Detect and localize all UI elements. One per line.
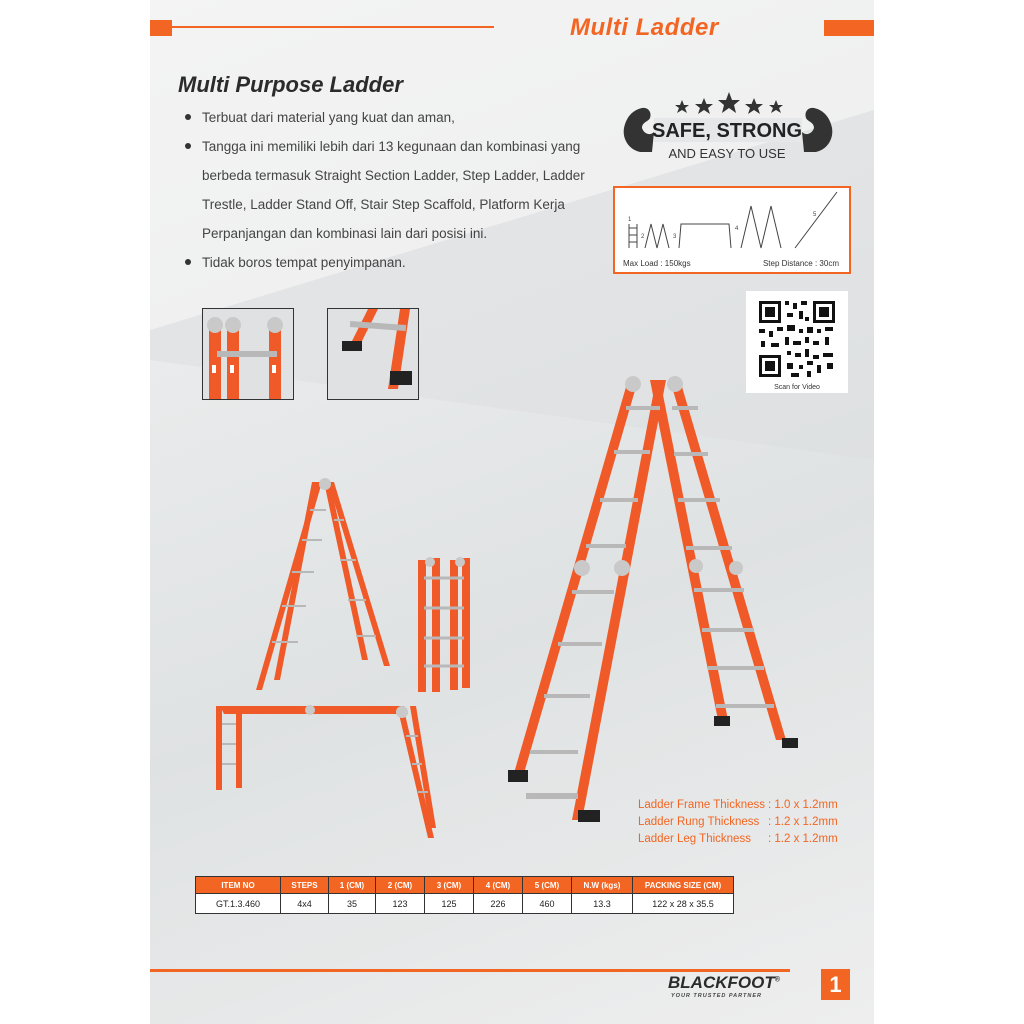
table-cell: 460 <box>523 894 572 914</box>
badge-title: SAFE, STRONG <box>652 120 803 142</box>
thickness-specs <box>638 797 838 848</box>
header-title: Multi Ladder <box>570 14 719 41</box>
configuration-diagram <box>613 186 851 274</box>
spec-row <box>638 831 838 848</box>
table-header: 1 (CM) <box>329 877 376 894</box>
footer-rule <box>150 969 790 972</box>
scaffold-ladder <box>216 705 436 838</box>
star-icon <box>675 92 783 114</box>
step-distance: Step Distance : 30cm <box>762 259 839 268</box>
max-load: Max Load : 150kgs <box>623 259 691 268</box>
flexed-arm-icon <box>802 108 832 152</box>
feature-list <box>185 103 605 277</box>
flexed-arm-icon <box>624 108 654 152</box>
table-header: 3 (CM) <box>425 877 474 894</box>
brand-logo: BLACKFOOT® <box>668 973 780 992</box>
table-header: 2 (CM) <box>376 877 425 894</box>
feature-item: Tangga ini memiliki lebih dari 13 kegunaan dan kombinasi yang berbeda termasuk Straight Section Ladder, Step Ladder, Ladder Trestle, Ladder Stand Off, Stair Step Scaffold, Platform Kerja Perpanjangan dan kombinasi lain dari posisi ini. <box>185 132 605 248</box>
table-row <box>196 894 734 914</box>
table-header: 4 (CM) <box>474 877 523 894</box>
spec-value: : 1.0 x 1.2mm <box>768 799 838 811</box>
table-cell: 122 x 28 x 35.5 <box>633 894 734 914</box>
diagram-number: 3 <box>673 234 677 240</box>
ladder-configurations <box>615 188 849 252</box>
qr-label: Scan for Video <box>774 384 820 391</box>
spec-label: Ladder Rung Thickness <box>638 816 760 828</box>
feature-item: Tidak boros tempat penyimpanan. <box>185 248 605 277</box>
header-accent-right <box>824 20 874 36</box>
brand-tagline: YOUR TRUSTED PARTNER <box>671 993 762 999</box>
spec-value: : 1.2 x 1.2mm <box>768 816 838 828</box>
table-header-row <box>196 877 734 894</box>
diagram-number: 5 <box>813 212 817 218</box>
page-number: 1 <box>821 969 850 1000</box>
large-a-frame-ladder <box>508 376 798 822</box>
header-rule <box>172 26 494 28</box>
diagram-number: 1 <box>628 217 632 223</box>
table-cell: GT.1.3.460 <box>196 894 281 914</box>
spec-row <box>638 814 838 831</box>
diagram-number: 2 <box>641 234 645 240</box>
badge-subtitle: AND EASY TO USE <box>668 146 786 161</box>
spec-value: : 1.2 x 1.2mm <box>768 833 838 845</box>
product-title: Multi Purpose Ladder <box>178 72 403 97</box>
table-header: STEPS <box>281 877 329 894</box>
ladder-illustrations <box>150 360 874 860</box>
small-a-frame-ladder <box>256 478 390 690</box>
table-cell: 125 <box>425 894 474 914</box>
table-header: PACKING SIZE (CM) <box>633 877 734 894</box>
table-cell: 35 <box>329 894 376 914</box>
diagram-number: 4 <box>735 226 739 232</box>
spec-label: Ladder Frame Thickness <box>638 799 765 811</box>
spec-label: Ladder Leg Thickness <box>638 833 751 845</box>
feature-item: Terbuat dari material yang kuat dan aman, <box>185 103 605 132</box>
table-cell: 226 <box>474 894 523 914</box>
table-cell: 4x4 <box>281 894 329 914</box>
table-header: N.W (kgs) <box>572 877 633 894</box>
spec-row <box>638 797 838 814</box>
catalog-page <box>150 0 874 1024</box>
product-table <box>195 876 734 914</box>
table-header: ITEM NO <box>196 877 281 894</box>
safe-strong-badge <box>612 92 844 174</box>
table-cell: 123 <box>376 894 425 914</box>
header-accent-left <box>150 20 172 36</box>
folded-ladder <box>418 557 470 692</box>
table-cell: 13.3 <box>572 894 633 914</box>
table-header: 5 (CM) <box>523 877 572 894</box>
